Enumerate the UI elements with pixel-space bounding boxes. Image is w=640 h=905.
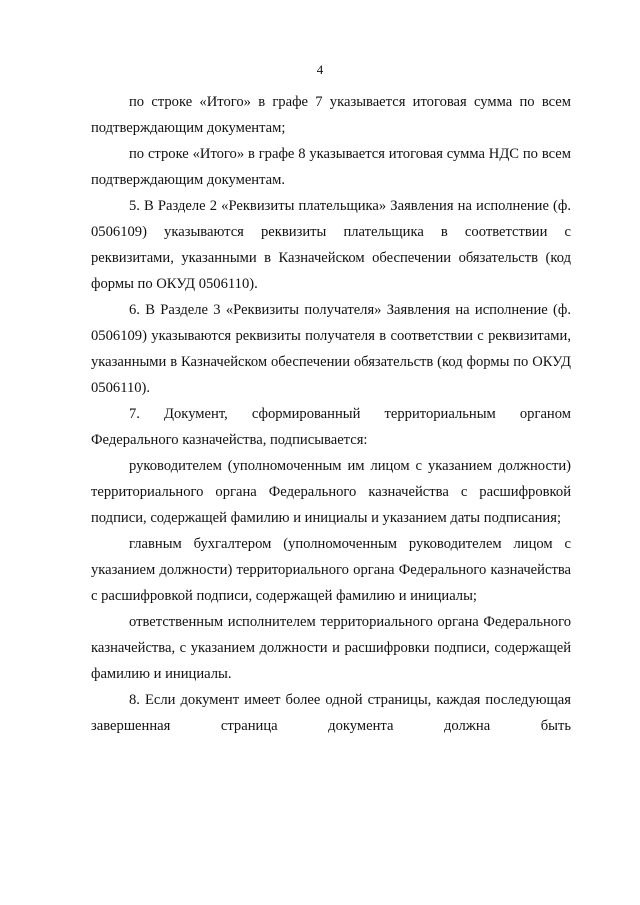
page-number: 4 [316, 62, 324, 77]
paragraph-total-column-7: по строке «Итого» в графе 7 указывается итоговая сумма по всем подтверждающим документам; [91, 94, 571, 136]
paragraph-multipage: 8. Если документ имеет более одной страницы, каждая последующая завершенная страница документа должна быть [91, 692, 571, 734]
paragraph-section-3-recipient: 6. В Разделе 3 «Реквизиты получателя» Заявления на исполнение (ф. 0506109) указываются реквизиты получателя в соответствии с реквизитами, указанными в Казначейском обеспечении обязательств (код формы по ОКУД 0506110). [91, 302, 571, 396]
paragraph-total-column-8: по строке «Итого» в графе 8 указывается итоговая сумма НДС по всем подтверждающим документам. [91, 146, 571, 188]
paragraph-signer-executor: ответственным исполнителем территориального органа Федерального казначейства, с указанием должности и расшифровки подписи, содержащей фамилию и инициалы. [91, 614, 571, 682]
paragraph-section-2-payer: 5. В Разделе 2 «Реквизиты плательщика» Заявления на исполнение (ф. 0506109) указываются реквизиты плательщика в соответствии с реквизитами, указанными в Казначейском обеспечении обязательств (код формы по ОКУД 0506110). [91, 198, 571, 292]
paragraph-signer-chief-accountant: главным бухгалтером (уполномоченным руководителем лицом с указанием должности) территориального органа Федерального казначейства с расшифровкой подписи, содержащей фамилию и инициалы; [91, 536, 571, 604]
paragraph-signing-intro: 7. Документ, сформированный территориальным органом Федерального казначейства, подписывается: [91, 406, 571, 448]
paragraph-signer-head: руководителем (уполномоченным им лицом с указанием должности) территориального органа Федерального казначейства с расшифровкой подписи, содержащей фамилию и инициалы и указанием даты подписания; [91, 458, 571, 526]
document-body [91, 89, 571, 739]
